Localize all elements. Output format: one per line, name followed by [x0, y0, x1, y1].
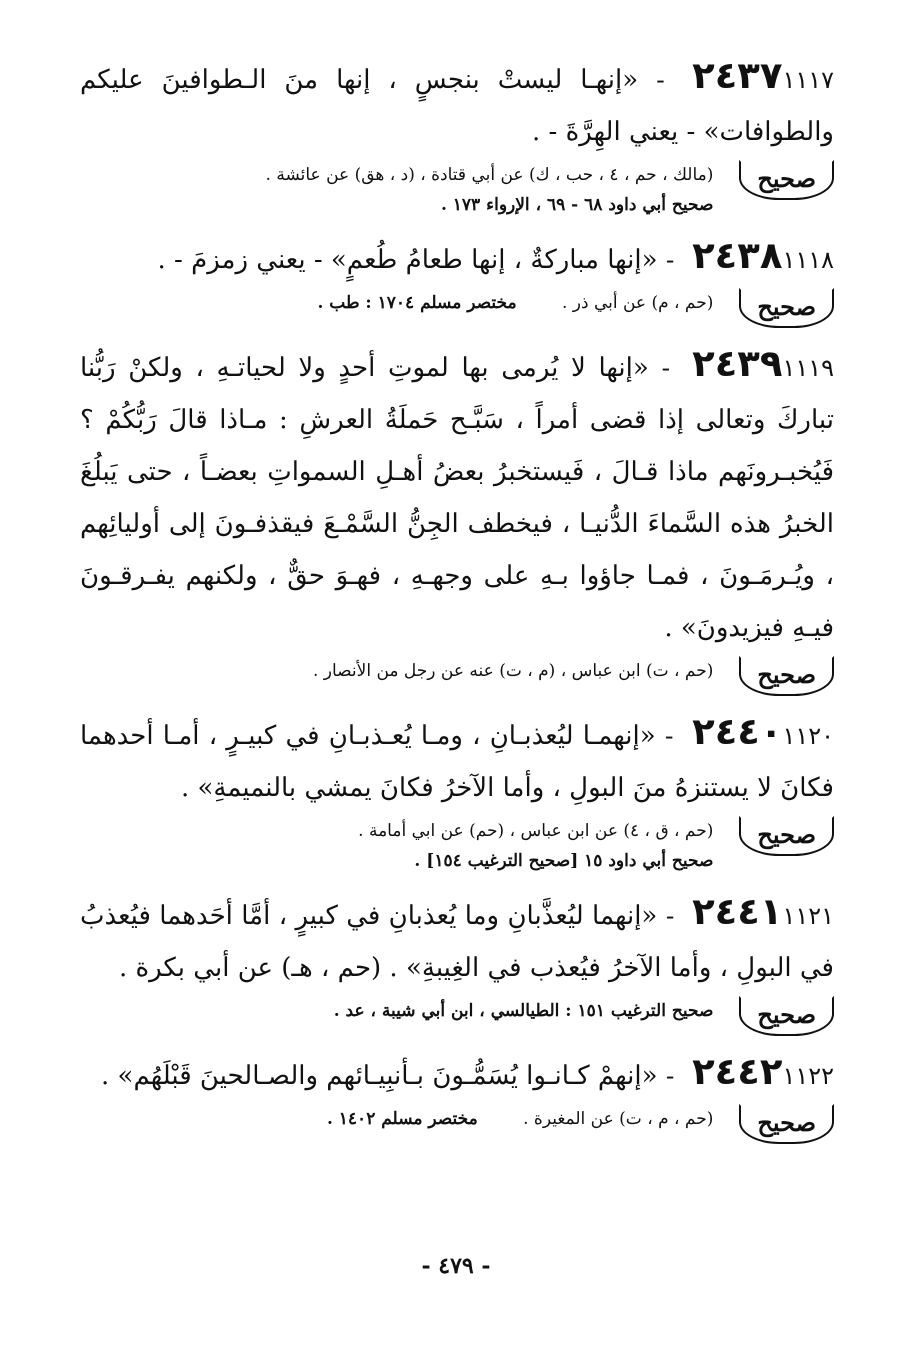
- grade-label: صحيح: [739, 816, 834, 856]
- hadith-body: «إنهـا ليستْ بنجسٍ ، إنها منَ الـطوافينَ عليكم والطوافات» - يعني الهِرَّةَ - .: [80, 65, 834, 147]
- hadith-entry-2438: [80, 230, 834, 328]
- references-line: صحيح الترغيب ١٥١ : الطيالسي ، ابن أبي شيبة ، عد .: [333, 1001, 714, 1021]
- hadith-subnumber: ١١١٧ -: [656, 66, 835, 94]
- sources-text: (حم ، م) عن أبي ذر .: [561, 293, 714, 313]
- hadith-text: [80, 230, 834, 286]
- hadith-number: ٢٤٤١: [692, 890, 783, 933]
- hadith-body: «إنهمْ كـانـوا يُسَمُّـونَ بـأنبِيـائهم والصـالحينَ قَبْلَهُم» .: [101, 1061, 658, 1091]
- grade-label: صحيح: [739, 288, 834, 328]
- sources-block: [80, 1104, 713, 1134]
- sources-line: [80, 288, 713, 318]
- grade-label: صحيح: [739, 996, 834, 1036]
- sources-block: [80, 656, 713, 686]
- hadith-subnumber: ١١٢١ -: [665, 902, 834, 930]
- hadith-body: «إنهما ليُعذَّبانِ وما يُعذبانِ في كبيرٍ ، أمَّا أحَدهما فيُعذبُ في البولِ ، وأما الآخرُ فيُعذب في الغِيبةِ» . (حم ، هـ) عن أبي بكرة .: [80, 901, 834, 983]
- grade-row: [80, 160, 834, 220]
- grade-row: [80, 1104, 834, 1144]
- hadith-entry-2441: [80, 886, 834, 1036]
- sources-block: [80, 160, 713, 220]
- hadith-text: [80, 50, 834, 158]
- grade-row: [80, 288, 834, 328]
- sources-block: [80, 288, 713, 318]
- hadith-body: «إنها لا يُرمى بها لموتِ أحدٍ ولا لحياتـهِ ، ولكنْ رَبُّنا تباركَ وتعالى إذا قضى أمراً ، سَبَّـح حَملَةُ العرشِ : مـاذا قالَ رَبُّكُمْ ؟ فَيُخبـرونَهم ماذا قـالَ ، فَيستخبرُ بعضُ أهـلِ السمواتِ بعضـاً ، حتى يَبلُغَ الخبرُ هذه السَّماءَ الدُّنيـا ، فيخطف الجِنُّ السَّمْـعَ فيقذفـونَ إلى أوليائِهم ، ويُـرمَـونَ ، فمـا جاؤوا بـهِ على وجهـهِ ، فهـوَ حقٌّ ، ولكنهم يفـرقـونَ فيـهِ فيزيدونَ» .: [80, 353, 834, 643]
- hadith-subnumber: ١١١٩ -: [661, 354, 835, 382]
- hadith-entry-2437: [80, 50, 834, 220]
- hadith-number: ٢٤٣٧: [692, 54, 783, 97]
- hadith-entry-2442: [80, 1046, 834, 1144]
- hadith-entry-2440: [80, 706, 834, 876]
- page-number: - ٤٧٩ -: [421, 1253, 491, 1279]
- sources-block: [80, 996, 713, 1026]
- grade-row: [80, 996, 834, 1036]
- sources-line: [80, 1104, 713, 1134]
- references-inline: مختصر مسلم ١٧٠٤ : طب .: [317, 293, 517, 313]
- hadith-number: ٢٤٣٩: [692, 342, 783, 385]
- grade-label: صحيح: [739, 656, 834, 696]
- grade-label: صحيح: [739, 160, 834, 200]
- hadith-subnumber: ١١١٨ -: [665, 246, 834, 274]
- references-line: صحيح أبي داود ٦٨ - ٦٩ ، الإرواء ١٧٣ .: [440, 195, 714, 215]
- hadith-number: ٢٤٣٨: [692, 234, 783, 277]
- hadith-subnumber: ١١٢٠ -: [664, 722, 835, 750]
- hadith-subnumber: ١١٢٢ -: [665, 1062, 834, 1090]
- hadith-number: ٢٤٤٢: [692, 1050, 783, 1093]
- grade-row: [80, 816, 834, 876]
- hadith-text: [80, 1046, 834, 1102]
- hadith-number: ٢٤٤٠: [692, 710, 783, 753]
- sources-block: [80, 816, 713, 876]
- hadith-text: [80, 338, 834, 654]
- hadith-entry-2439: [80, 338, 834, 696]
- hadith-body: «إنهمـا ليُعذبـانِ ، ومـا يُعـذبـانِ في كبيـرٍ ، أمـا أحدهما فكانَ لا يستنزهُ منَ البولِ ، وأما الآخرُ فكانَ يمشي بالنميمةِ» .: [80, 721, 834, 803]
- sources-text: (حم ، م ، ت) عن المغيرة .: [523, 1109, 714, 1129]
- sources-line: (حم ، ق ، ٤) عن ابن عباس ، (حم) عن ابي أمامة .: [358, 821, 714, 841]
- grade-label: صحيح: [739, 1104, 834, 1144]
- hadith-text: [80, 706, 834, 814]
- sources-line: (حم ، ت) ابن عباس ، (م ، ت) عنه عن رجل من الأنصار .: [312, 661, 714, 681]
- sources-line: (مالك ، حم ، ٤ ، حب ، ك) عن أبي قتادة ، (د ، هق) عن عائشة .: [265, 165, 714, 185]
- grade-row: [80, 656, 834, 696]
- references-line: صحيح أبي داود ١٥ [صحيح الترغيب ١٥٤] .: [414, 851, 714, 871]
- hadith-text: [80, 886, 834, 994]
- references-inline: مختصر مسلم ١٤٠٢ .: [326, 1109, 478, 1129]
- hadith-body: «إنها مباركةٌ ، إنها طعامُ طُعمٍ» - يعني زمزمَ - .: [157, 245, 658, 275]
